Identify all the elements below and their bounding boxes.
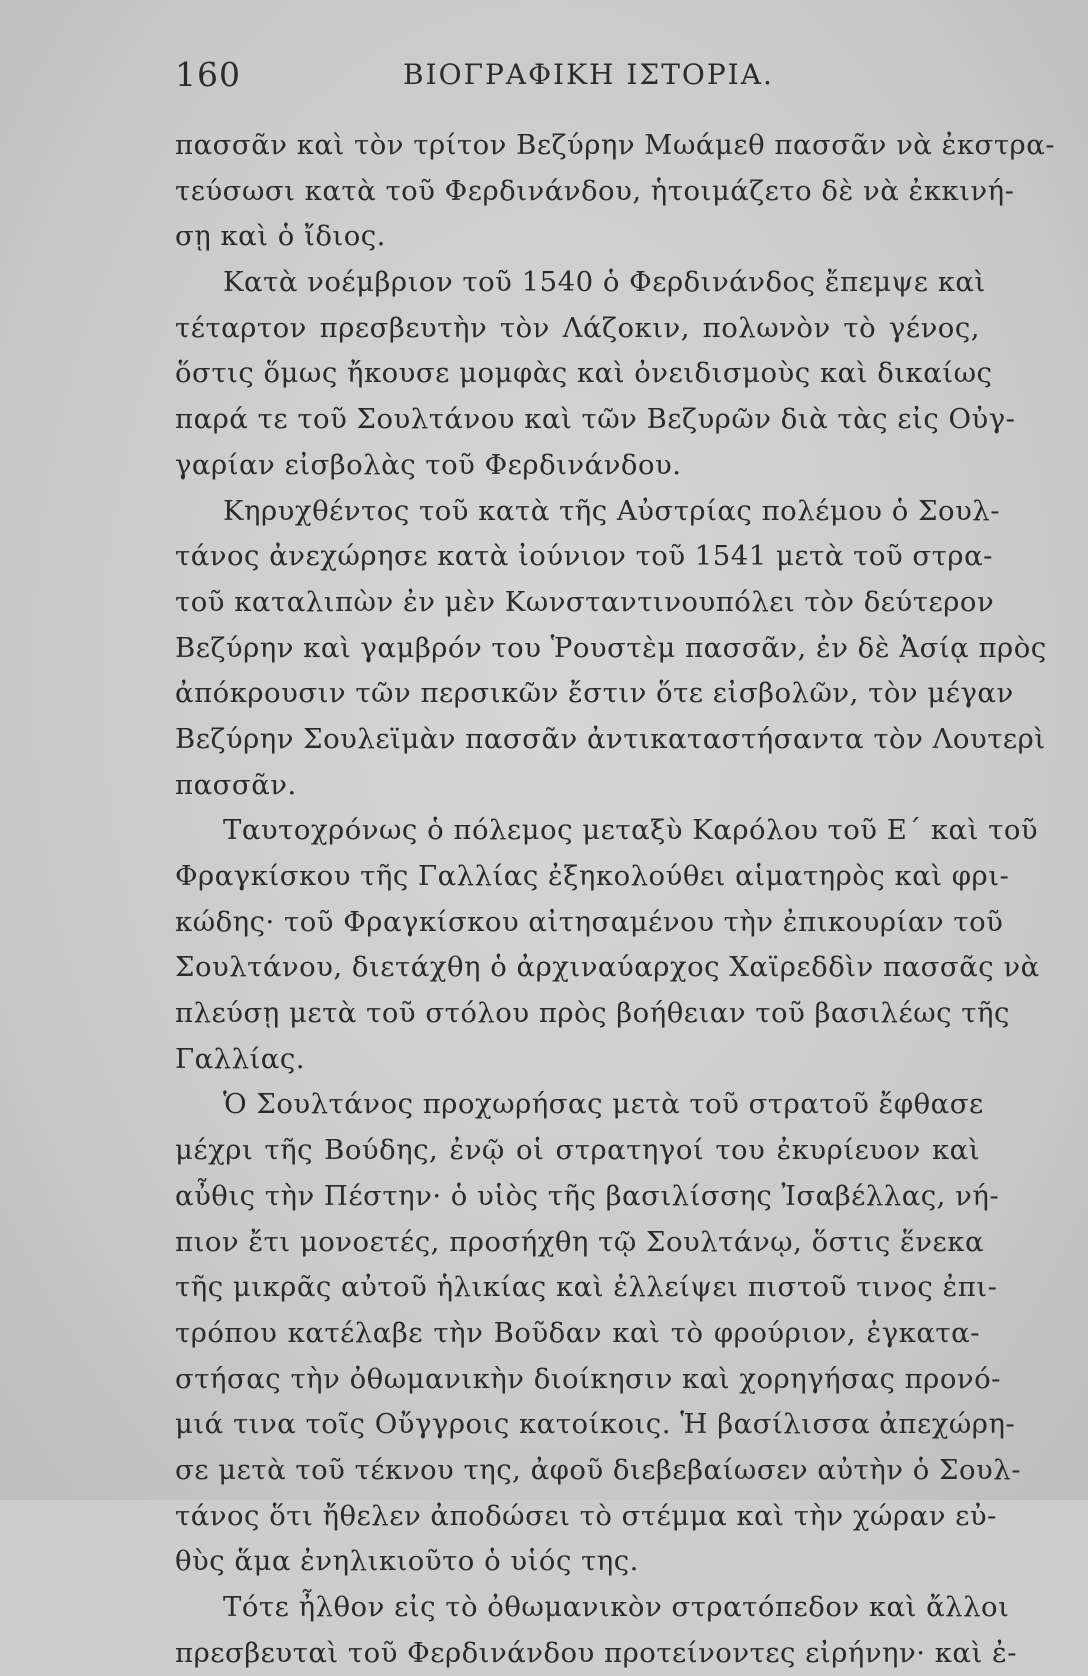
text-line: αὖθις τὴν Πέστην· ὁ υἱὸς τῆς βασιλίσσης Ἰσαβέλλας, νή- (175, 1179, 1000, 1212)
text-line: Φραγκίσκου τῆς Γαλλίας ἐξηκολούθει αἱματηρὸς καὶ φρι- (175, 860, 1010, 892)
text-line: πασσᾶν καὶ τὸν τρίτον Βεζύρην Μωάμεθ πασσᾶν νὰ ἐκστρα- (175, 129, 1056, 161)
text-line: Γαλλίας. (175, 1042, 306, 1075)
text-line: στήσας τὴν ὀθωμανικὴν διοίκησιν καὶ χορηγήσας προνό- (175, 1362, 1001, 1395)
page-number: 160 (175, 55, 241, 94)
body-text (175, 123, 1056, 1676)
text-line: τεύσωσι κατὰ τοῦ Φερδινάνδου, ἡτοιμάζετο δὲ νὰ ἐκκινή- (175, 174, 1015, 207)
text-line: Σουλτάνου, διετάχθη ὁ ἀρχιναύαρχος Χαϊρεδδὶν πασσᾶς νὰ (175, 951, 1040, 984)
text-line: γαρίαν εἰσβολὰς τοῦ Φερδινάνδου. (175, 448, 682, 481)
text-line: θὺς ἅμα ἐνηλικιοῦτο ὁ υἱός της. (175, 1545, 639, 1578)
text-line: ἀπόκρουσιν τῶν περσικῶν ἔστιν ὅτε εἰσβολῶν, τὸν μέγαν (175, 677, 1014, 710)
running-title: ΒΙΟΓΡΑΦΙΚΗ ΙΣΤΟΡΙΑ. (403, 58, 774, 91)
text-line: ὅστις ὅμως ἤκουσε μομφὰς καὶ ὀνειδισμοὺς καὶ δικαίως (175, 357, 993, 390)
text-line: Βεζύρην καὶ γαμβρόν του Ῥουστὲμ πασσᾶν, ἐν δὲ Ἀσίᾳ πρὸς (175, 631, 1047, 664)
text-line: Κηρυχθέντος τοῦ κατὰ τῆς Αὐστρίας πολέμου ὁ Σουλ- (223, 494, 1001, 527)
text-line: πιον ἔτι μονοετές, προσήχθη τῷ Σουλτάνῳ, ὅστις ἕνεκα (175, 1225, 985, 1258)
text-line: μέχρι τῆς Βούδης, ἐνῷ οἱ στρατηγοί του ἐκυρίευον καὶ (175, 1134, 980, 1167)
running-head (175, 55, 975, 105)
text-line: πλεύσῃ μετὰ τοῦ στόλου πρὸς βοήθειαν τοῦ βασιλέως τῆς (175, 997, 1010, 1030)
text-line: τάνος ὅτι ἤθελεν ἀποδώσει τὸ στέμμα καὶ τὴν χώραν εὐ- (175, 1499, 997, 1532)
text-line: Τότε ἦλθον εἰς τὸ ὀθωμανικὸν στρατόπεδον καὶ ἄλλοι (223, 1591, 1010, 1623)
text-line: κώδης· τοῦ Φραγκίσκου αἰτησαμένου τὴν ἐπικουρίαν τοῦ (175, 905, 1004, 938)
text-line: τῆς μικρᾶς αὐτοῦ ἡλικίας καὶ ἐλλείψει πιστοῦ τινος ἐπι- (175, 1271, 998, 1304)
text-line: Βεζύρην Σουλεϊμὰν πασσᾶν ἀντικαταστήσαντα τὸν Λουτερὶ (175, 722, 1046, 755)
text-line: Ὁ Σουλτάνος προχωρήσας μετὰ τοῦ στρατοῦ ἔφθασε (223, 1088, 984, 1121)
text-line: τοῦ καταλιπὼν ἐν μὲν Κωνσταντινουπόλει τὸν δεύτερον (175, 585, 995, 618)
text-line: παρά τε τοῦ Σουλτάνου καὶ τῶν Βεζυρῶν διὰ τὰς εἰς Οὐγ- (175, 403, 1016, 436)
text-line: τάνος ἀνεχώρησε κατὰ ἰούνιον τοῦ 1541 μετὰ τοῦ στρα- (175, 540, 993, 573)
text-line: τέταρτον πρεσβευτὴν τὸν Λάζοκιν, πολωνὸν τὸ γένος, (175, 311, 980, 344)
text-line: σε μετὰ τοῦ τέκνου της, ἀφοῦ διεβεβαίωσεν αὐτὴν ὁ Σουλ- (175, 1453, 1021, 1486)
text-line: σῃ καὶ ὁ ἴδιος. (175, 220, 386, 253)
text-line: πασσᾶν. (175, 768, 297, 801)
text-line: μιά τινα τοῖς Οὔγγροις κατοίκοις. Ἡ βασίλισσα ἀπεχώρη- (175, 1408, 1016, 1441)
text-line: τρόπου κατέλαβε τὴν Βοῦδαν καὶ τὸ φρούριον, ἐγκατα- (175, 1316, 980, 1349)
text-line: Κατὰ νοέμβριον τοῦ 1540 ὁ Φερδινάνδος ἔπεμψε καὶ (223, 266, 986, 299)
text-line: πρεσβευταὶ τοῦ Φερδινάνδου προτείνοντες εἰρήνην· καὶ ἐ- (175, 1636, 1018, 1669)
text-line: Ταυτοχρόνως ὁ πόλεμος μεταξὺ Καρόλου τοῦ Ε΄ καὶ τοῦ (223, 814, 1039, 847)
